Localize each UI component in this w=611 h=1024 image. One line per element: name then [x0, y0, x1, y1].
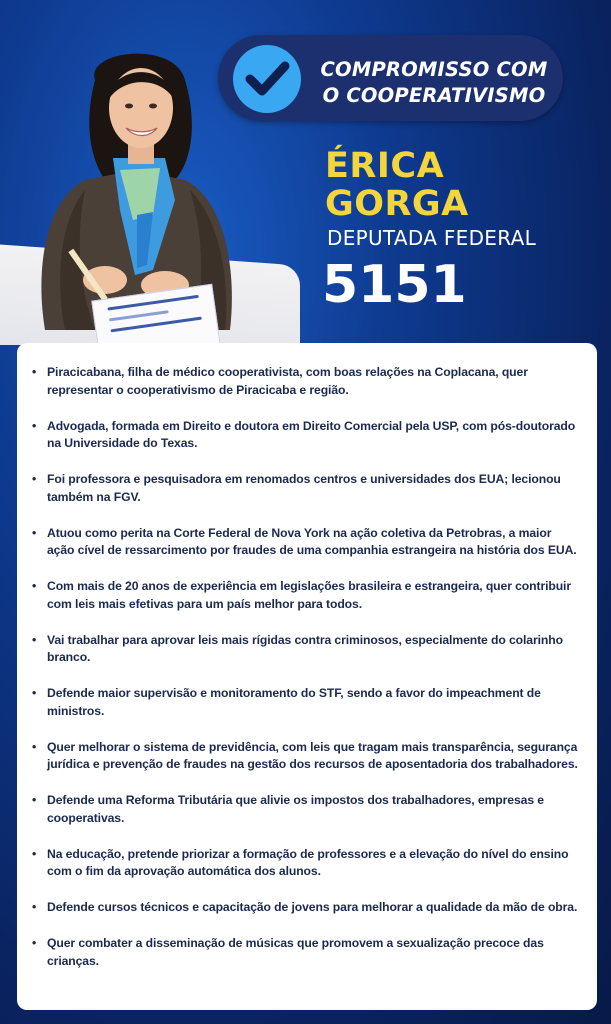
- proposals-card: [17, 343, 597, 1010]
- check-icon: [233, 45, 301, 113]
- bullet-icon: •: [32, 472, 37, 486]
- badge-line-2: O COOPERATIVISMO: [322, 84, 546, 107]
- bullet-icon: •: [32, 632, 37, 647]
- list-item: [32, 364, 579, 399]
- candidate-number: 5151: [322, 255, 467, 315]
- bullet-icon: •: [32, 686, 37, 700]
- list-item-text: Na educação, pretende priorizar a formação de professores e a elevação do nível do ensino com o fim da aprovação automática dos alunos.: [47, 846, 569, 878]
- list-item: [32, 739, 579, 774]
- bullet-icon: •: [32, 418, 37, 433]
- list-item-text: Defende uma Reforma Tributária que alivie os impostos dos trabalhadores, empresas e cooperativas.: [47, 793, 544, 825]
- list-item: [32, 418, 579, 453]
- bullet-icon: •: [32, 793, 37, 807]
- list-item: [32, 632, 579, 667]
- list-item-text: Defende cursos técnicos e capacitação de jovens para melhorar a qualidade da mão de obra.: [47, 900, 578, 914]
- list-item: [32, 846, 579, 881]
- bullet-icon: •: [32, 525, 37, 540]
- list-item-text: Advogada, formada em Direito e doutora em Direito Comercial pela USP, com pós-doutorado na Universidade do Texas.: [47, 418, 576, 450]
- list-item: [32, 899, 579, 917]
- bullet-icon: •: [32, 365, 37, 379]
- bullet-icon: •: [32, 900, 37, 914]
- list-item: [32, 935, 579, 970]
- list-item-text: Foi professora e pesquisadora em renomados centros e universidades dos EUA; lecionou também na FGV.: [47, 472, 561, 504]
- list-item-text: Atuou como perita na Corte Federal de Nova York na ação coletiva da Petrobras, a maior ação cível de ressarcimento por fraudes de uma companhia estrangeira na história dos EUA.: [47, 525, 577, 557]
- list-item: [32, 792, 579, 827]
- candidate-first-name: ÉRICA: [325, 146, 445, 186]
- list-item-text: Com mais de 20 anos de experiência em legislações brasileira e estrangeira, quer contribuir com leis mais efetivas para um país melhor para todos.: [47, 579, 571, 611]
- bullet-icon: •: [32, 936, 37, 950]
- badge-line-1: COMPROMISSO COM: [320, 58, 548, 81]
- list-item: [32, 578, 579, 613]
- list-item-text: Piracicabana, filha de médico cooperativista, com boas relações na Coplacana, quer representar o cooperativismo de Piracicaba e região.: [47, 365, 528, 397]
- bullet-icon: •: [32, 846, 37, 861]
- candidate-role: DEPUTADA FEDERAL: [327, 226, 537, 250]
- bullet-icon: •: [32, 739, 37, 754]
- proposals-list: [17, 343, 597, 970]
- list-item-text: Defende maior supervisão e monitoramento do STF, sendo a favor do impeachment de ministros.: [47, 686, 541, 718]
- candidate-last-name: GORGA: [325, 184, 469, 224]
- list-item-text: Quer melhorar o sistema de previdência, com leis que tragam mais transparência, segurança jurídica e prevenção de fraudes na gestão dos recursos de aposentadoria dos trabalhadores.: [47, 739, 578, 771]
- list-item: [32, 471, 579, 506]
- badge-title: [318, 57, 550, 109]
- list-item: [32, 525, 579, 560]
- list-item-text: Quer combater a disseminação de músicas que promovem a sexualização precoce das crianças.: [47, 936, 544, 968]
- candidate-name: [325, 147, 469, 223]
- list-item-text: Vai trabalhar para aprovar leis mais rígidas contra criminosos, especialmente do colarinho branco.: [47, 632, 563, 664]
- bullet-icon: •: [32, 579, 37, 593]
- list-item: [32, 685, 579, 720]
